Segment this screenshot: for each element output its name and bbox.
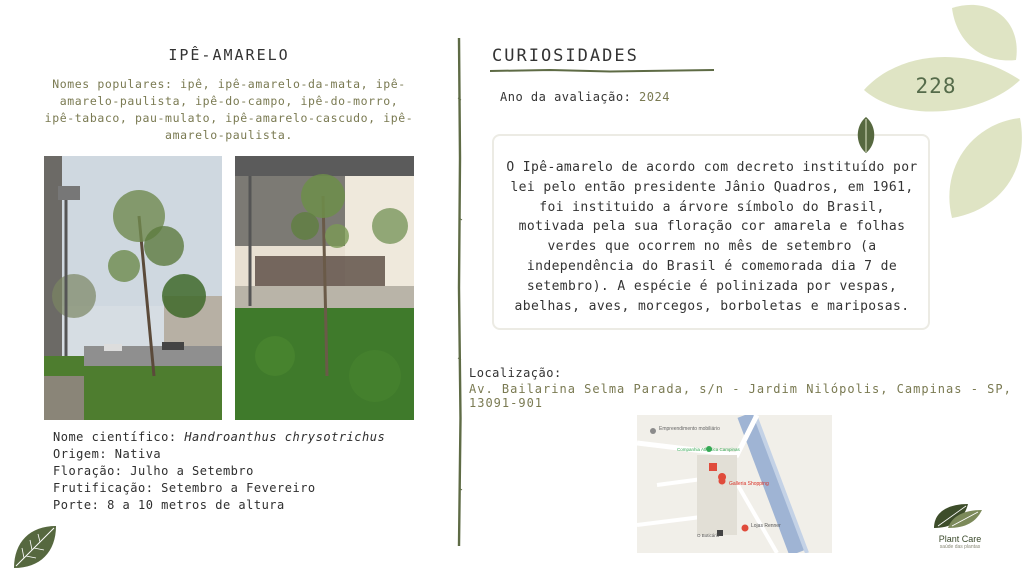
species-facts xyxy=(53,429,385,514)
common-names: Nomes populares: ipê, ipê-amarelo-da-mata, ipê-amarelo-paulista, ipê-do-campo, ipê-do-morro, ipê-tabaco, pau-mulato, ipê-amarelo-cascudo, ipê-amarelo-paulista. xyxy=(44,77,414,142)
map-label-galleria: Galleria Shopping xyxy=(729,481,769,487)
map-label-companhia: Companhia Athletica Campinas xyxy=(677,447,740,452)
curiosities-title: CURIOSIDADES xyxy=(492,46,639,66)
evaluation-year xyxy=(500,90,670,104)
tree-photo-building xyxy=(235,156,414,420)
small-leaf-icon xyxy=(855,116,877,154)
fruiting-line: Frutificação: Setembro a Fevereiro xyxy=(53,481,316,495)
location-map[interactable] xyxy=(637,415,832,553)
size-line: Porte: 8 a 10 metros de altura xyxy=(53,498,285,512)
year-value: 2024 xyxy=(639,90,670,104)
vertical-divider xyxy=(453,38,467,546)
year-label: Ano da avaliação: xyxy=(500,90,640,104)
corner-leaf-icon xyxy=(10,522,60,572)
scientific-label: Nome científico: xyxy=(53,430,185,444)
scientific-name: Handroanthus chrysotrichus xyxy=(184,430,386,444)
flowering-line: Floração: Julho a Setembro xyxy=(53,464,254,478)
map-label-boticario: O Boticário xyxy=(697,533,720,538)
location-label: Localização: xyxy=(469,366,562,380)
map-label-top: Empreendimento mobiliário xyxy=(659,426,720,432)
map-label-renner: Lojas Renner xyxy=(751,523,781,529)
logo-name: Plant Care xyxy=(938,534,982,544)
location-address: Av. Bailarina Selma Parada, s/n - Jardim Nilópolis, Campinas - SP, 13091-901 xyxy=(469,382,1012,410)
logo-tagline: saúde das plantas xyxy=(939,544,981,550)
origin-line: Origem: Nativa xyxy=(53,447,162,461)
scientific-name-line xyxy=(53,429,385,446)
leaves-decoration-icon xyxy=(860,0,1024,230)
title-underline xyxy=(490,67,714,75)
curiosity-text: O Ipê-amarelo de acordo com decreto instituído por lei pelo então presidente Jânio Quadros, em 1961, foi instituido a árvore símbolo do Brasil, motivada pela sua floração cor amarela e folhas verdes que ocorrem no mês de setembro (a independência do Brasil é comemorada dia 7 de setembro). A espécie é polinizada por vespas, abelhas, aves, morcegos, borboletas e mariposas. xyxy=(506,160,918,314)
tree-photo-street xyxy=(44,156,222,420)
page-number: 228 xyxy=(915,74,957,98)
plant-care-logo-icon xyxy=(928,502,984,532)
species-title: IPÊ-AMARELO xyxy=(168,46,290,64)
